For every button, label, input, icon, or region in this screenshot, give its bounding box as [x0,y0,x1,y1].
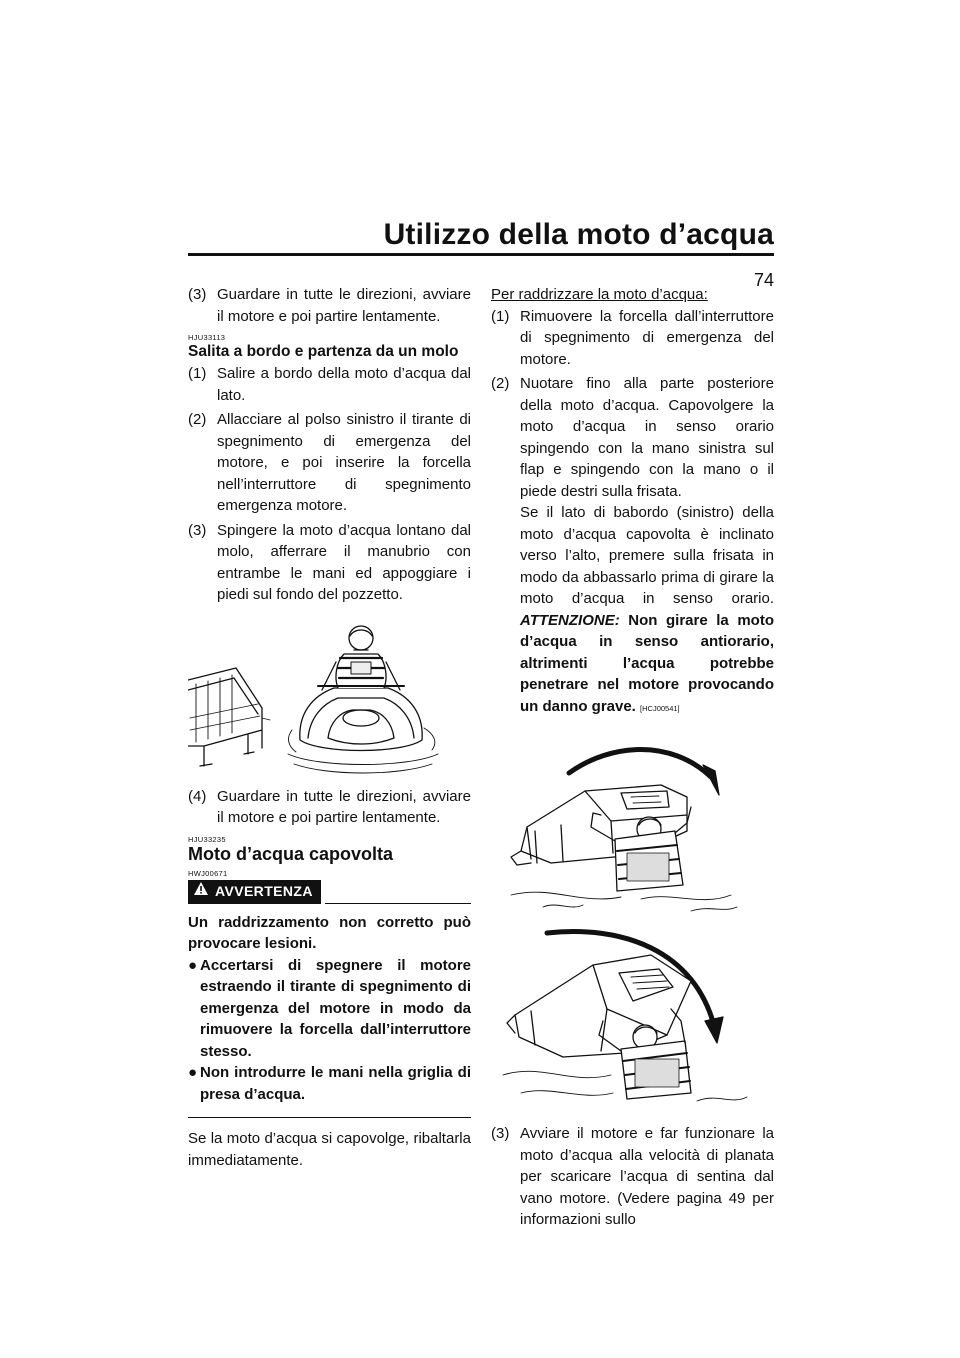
warning-rule [325,903,471,904]
step-text: Rimuovere la forcella dall’interruttore di spegnimento di emergenza del motore. [520,307,774,368]
step-text-part: Se il lato di babordo (sinistro) della moto d’acqua capovolta è inclinato verso l’alto, premere sulla frisata in modo da abbassarlo prima di girare la moto d’acqua in senso orario. [520,504,774,607]
step-item [491,373,774,719]
warning-triangle-icon [193,881,209,903]
warning-end-rule [188,1117,471,1118]
step-text [520,373,774,719]
bullet-icon: ● [188,1064,198,1081]
step-text: Allacciare al polso sinistro il tirante di spegnimento di emergenza del motore, e poi inserire la forcella nell’interruttore di spegnimento emergenza motore. [217,411,471,514]
step-text: Spingere la moto d’acqua lontano dal molo, afferrare il manubrio con entrambe le mani ed appoggiare i piedi sul fondo del pozzetto. [217,521,471,603]
warning-bullet [188,955,471,1063]
warning-intro: Un raddrizzamento non corretto può provocare lesioni. [188,913,471,952]
warning-body [188,912,471,1106]
step-item [188,409,471,517]
step-item [188,786,471,829]
caution-label: ATTENZIONE: [520,611,620,629]
warning-label-text: AVVERTENZA [215,882,313,899]
section-title: Moto d’acqua capovolta [188,843,394,864]
page-title: Utilizzo della moto d’acqua [383,218,774,251]
caution-text: Non girare la moto d’acqua in senso antiorario, altrimenti l’acqua potrebbe penetrare nel motore provocando un danno grave. [520,611,774,715]
step-number: (3) [188,286,207,303]
step-number: (2) [188,411,207,428]
step-text: Avviare il motore e far funzionare la moto d’acqua alla velocità di planata per scaricare l’acqua di sentina dal vano motore. (Vedere pagina 49 per informazioni sullo [520,1125,774,1228]
reference-code: HJU33113 [188,333,226,342]
illustration-righting-step-2 [491,925,774,1115]
header-rule [188,253,774,256]
step-number: (1) [188,365,207,382]
step-item [188,284,471,327]
warning-bullet [188,1062,471,1105]
step-item [188,520,471,606]
step-number: (3) [188,521,207,539]
step-number: (1) [491,307,510,325]
step-item [491,1123,774,1231]
bullet-text: Accertarsi di spegnere il motore estraendo il tirante di spegnimento di emergenza del motore in modo da rimuovere la forcella dall’interruttore stesso. [200,956,471,1060]
illustration-righting-step-1 [491,735,774,917]
illustration-boarding-from-dock [188,618,471,778]
right-column [491,284,774,1234]
warning-header [188,880,471,904]
caution-reference-code: [HCJ00541] [640,703,680,713]
step-item [188,363,471,406]
page-number: 74 [753,270,774,290]
reference-code: HJU33235 [188,834,226,844]
procedure-heading: Per raddrizzare la moto d’acqua: [491,286,708,303]
bullet-text: Non introdurre le mani nella griglia di presa d’acqua. [200,1064,471,1103]
step-number: (4) [188,787,207,805]
step-number: (2) [491,375,510,392]
subsection-title: Salita a bordo e partenza da un molo [188,343,459,360]
reference-code: HWJ00671 [188,868,228,878]
step-text: Guardare in tutte le direzioni, avviare il motore e poi partire lentamente. [217,286,471,325]
step-text: Salire a bordo della moto d’acqua dal lato. [217,365,471,404]
step-item [491,306,774,371]
warning-label [188,880,321,904]
left-column [188,284,471,1171]
step-text: Guardare in tutte le direzioni, avviare il motore e poi partire lentamente. [217,787,471,826]
body-paragraph: Se la moto d’acqua si capovolge, ribaltarla immediatamente. [188,1130,471,1169]
bullet-icon: ● [188,956,198,974]
step-number: (3) [491,1125,510,1142]
step-text-part: Nuotare fino alla parte posteriore della moto d’acqua. Capovolgere la moto d’acqua in senso orario spingendo con la mano sinistra sul flap e spingendo con la mano o il piede destri sulla frisata. [520,375,774,500]
